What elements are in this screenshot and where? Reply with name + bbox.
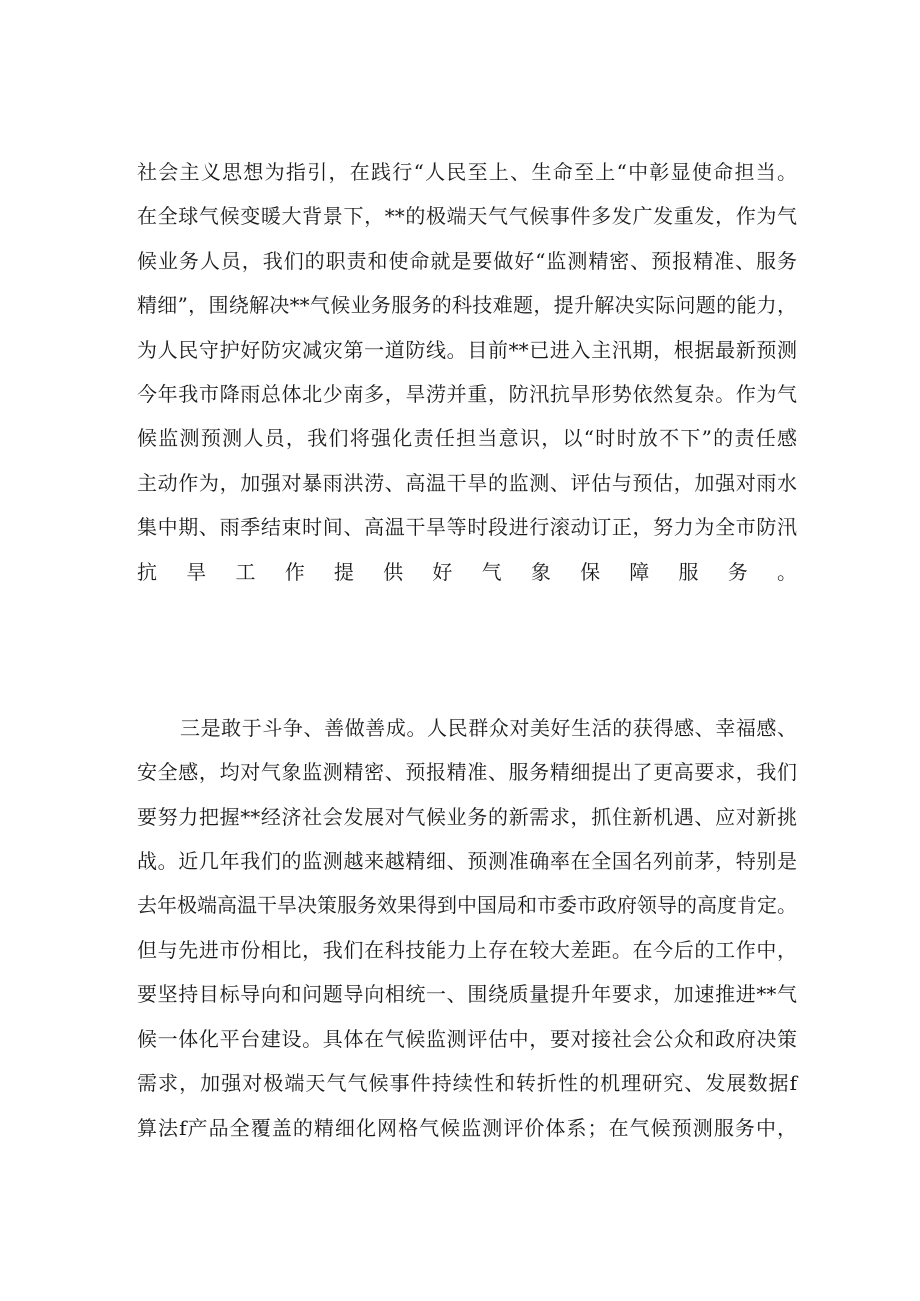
paragraph-1-line-8: 主动作为，加强对暴雨洪涝、高温干旱的监测、评估与预估，加强对雨水 <box>137 471 797 495</box>
paragraph-1-line-4: 精细”，围绕解决**气候业务服务的科技难题，提升解决实际问题的能力， <box>137 293 797 317</box>
paragraph-2-line-4: 战。近几年我们的监测越来越精细、预测准确率在全国名列前茅，特别是 <box>137 849 797 873</box>
paragraph-2-line-6: 但与先进市份相比，我们在科技能力上存在较大差距。在今后的工作中， <box>137 938 797 962</box>
paragraph-2-line-7: 要坚持目标导向和问题导向相统一、围绕质量提升年要求，加速推进**气 <box>137 982 797 1006</box>
paragraph-2-line-1: 三是敢于斗争、善做善成。人民群众对美好生活的获得感、幸福感、 <box>180 716 797 740</box>
paragraph-2-line-3: 要努力把握**经济社会发展对气候业务的新需求，抓住新机遇、应对新挑 <box>137 805 797 829</box>
paragraph-1-line-2: 在全球气候变暖大背景下，**的极端天气气候事件多发广发重发，作为气 <box>137 204 797 228</box>
paragraph-1-line-5: 为人民守护好防灾减灾第一道防线。目前**已进入主汛期，根据最新预测 <box>137 338 797 362</box>
paragraph-1-line-1: 社会主义思想为指引，在践行“人民至上、生命至上“中彰显使命担当。 <box>137 160 797 184</box>
paragraph-2-line-9: 需求，加强对极端天气气候事件持续性和转折性的机理研究、发展数据f <box>137 1071 797 1095</box>
paragraph-2-line-10: 算法f产品全覆盖的精细化网格气候监测评价体系；在气候预测服务中， <box>137 1116 797 1140</box>
paragraph-1-line-7: 候监测预测人员，我们将强化责任担当意识，以“时时放不下”的责任感 <box>137 426 797 450</box>
paragraph-2-line-8: 候一体化平台建设。具体在气候监测评估中，要对接社会公众和政府决策 <box>137 1027 797 1051</box>
paragraph-1-line-12 <box>137 646 797 676</box>
paragraph-1-line-10: 抗旱工作提供好气象保障服务。 <box>137 560 797 584</box>
paragraph-1-line-3: 候业务人员，我们的职责和使命就是要做好“监测精密、预报精准、服务 <box>137 249 797 273</box>
paragraph-2-line-5: 去年极端高温干旱决策服务效果得到中国局和市委市政府领导的高度肯定。 <box>137 893 797 917</box>
paragraph-2-line-2: 安全感，均对气象监测精密、预报精准、服务精细提出了更高要求，我们 <box>137 760 797 784</box>
paragraph-1-line-9: 集中期、雨季结束时间、高温干旱等时段进行滚动订正，努力为全市防汛 <box>137 515 797 539</box>
paragraph-1-line-11 <box>137 601 797 631</box>
paragraph-1-line-6: 今年我市降雨总体北少南多，旱涝并重，防汛抗旱形势依然复杂。作为气 <box>137 382 797 406</box>
